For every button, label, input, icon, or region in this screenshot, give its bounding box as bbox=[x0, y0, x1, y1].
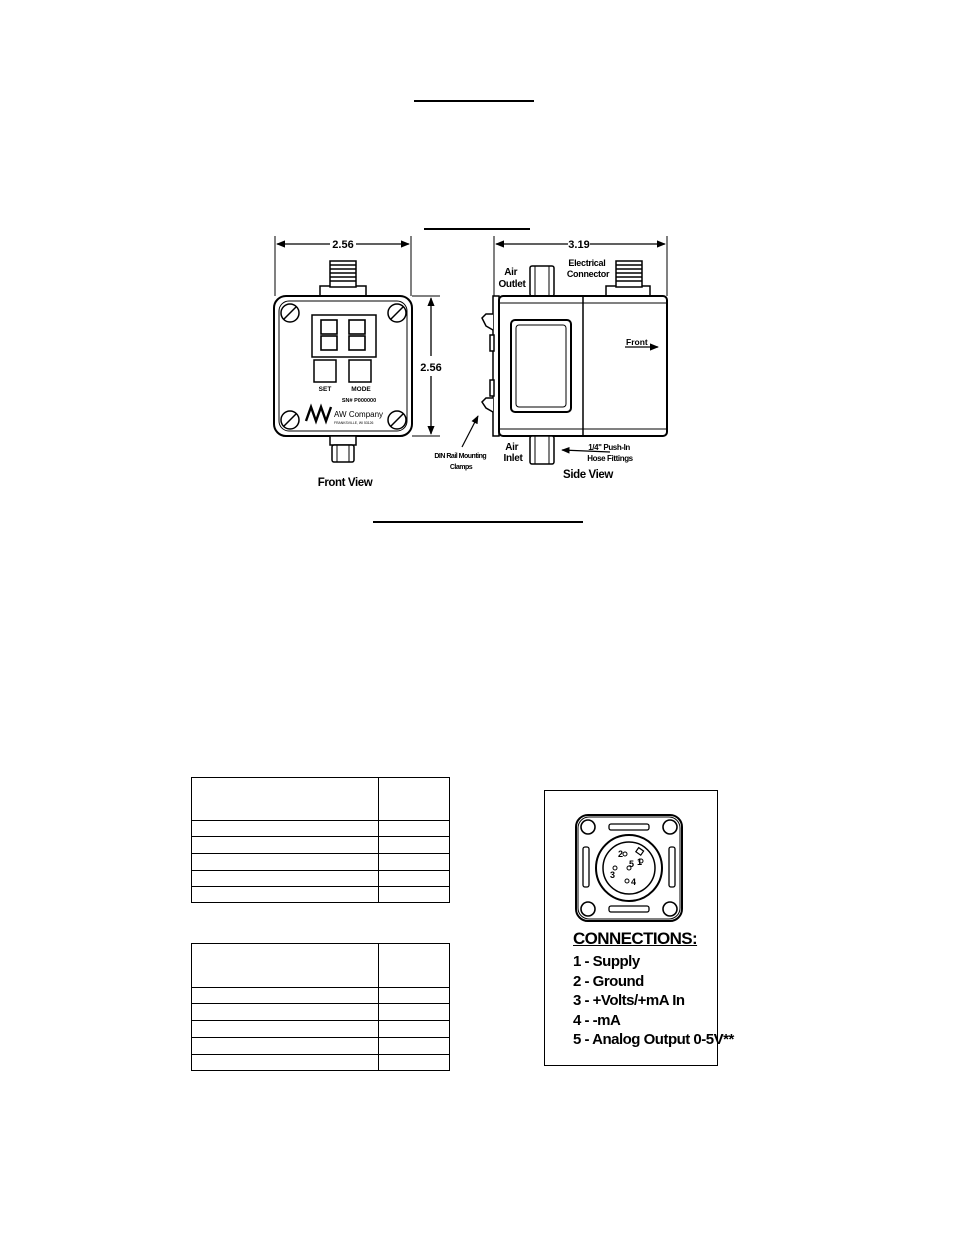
top-connector-icon bbox=[320, 261, 366, 296]
connections-legend bbox=[573, 929, 734, 1050]
electrical-connector-label: Electrical Connector bbox=[566, 258, 610, 279]
company-location: FRANKSVILLE, WI 53126 bbox=[334, 421, 374, 425]
air-inlet-label: Air Inlet bbox=[503, 442, 523, 464]
air-outlet-label: Air Outlet bbox=[498, 267, 526, 290]
company-name: AW Company bbox=[334, 410, 384, 419]
connector-face-icon bbox=[545, 791, 719, 931]
pin-4-label: 4 bbox=[631, 877, 637, 887]
air-inlet-fitting-icon bbox=[530, 436, 554, 464]
specification-table-1 bbox=[191, 777, 450, 903]
connections-title: CONNECTIONS: bbox=[573, 929, 698, 948]
specification-table-2 bbox=[191, 943, 450, 1071]
pin-3-label: 3 bbox=[610, 870, 616, 880]
pin-2-label: 2 bbox=[618, 849, 624, 859]
electrical-connector-icon bbox=[606, 261, 650, 296]
serial-number: SN# P000000 bbox=[341, 398, 377, 404]
set-button-label: SET bbox=[318, 386, 332, 393]
connection-item: 1 - Supply bbox=[573, 953, 640, 970]
side-width-dimension: 3.19 bbox=[568, 239, 590, 251]
side-view-caption: Side View bbox=[563, 469, 613, 481]
connection-item: 3 - +Volts/+mA In bbox=[573, 992, 685, 1009]
dimensional-drawing bbox=[0, 0, 954, 520]
hose-fittings-label: 1/4" Push-In Hose Fittings bbox=[587, 443, 633, 463]
front-height-dimension: 2.56 bbox=[420, 362, 442, 374]
side-view bbox=[434, 236, 667, 481]
set-button[interactable] bbox=[314, 360, 336, 382]
pin-5-label: 5 bbox=[629, 859, 635, 869]
mode-button-label: MODE bbox=[351, 386, 371, 393]
connector-pinout-box bbox=[544, 790, 734, 1066]
seven-segment-display bbox=[312, 315, 376, 357]
din-rail-clamp-icon bbox=[482, 296, 499, 436]
pin-1-label: 1 bbox=[637, 857, 643, 867]
heading-rule-3 bbox=[373, 521, 583, 523]
front-direction-label: Front bbox=[626, 337, 648, 347]
din-rail-clamps-label: DIN Rail Mounting Clamps bbox=[434, 453, 487, 471]
air-outlet-fitting-icon bbox=[530, 266, 554, 296]
front-view bbox=[274, 236, 442, 489]
connection-item: 2 - Ground bbox=[573, 972, 644, 990]
connection-item: 4 - -mA bbox=[573, 1011, 621, 1029]
front-width-dimension: 2.56 bbox=[332, 239, 354, 251]
connection-item: 5 - Analog Output 0-5V** bbox=[573, 1031, 734, 1048]
mode-button[interactable] bbox=[349, 360, 371, 382]
front-view-caption: Front View bbox=[317, 477, 373, 489]
bottom-fitting-icon bbox=[330, 436, 356, 462]
